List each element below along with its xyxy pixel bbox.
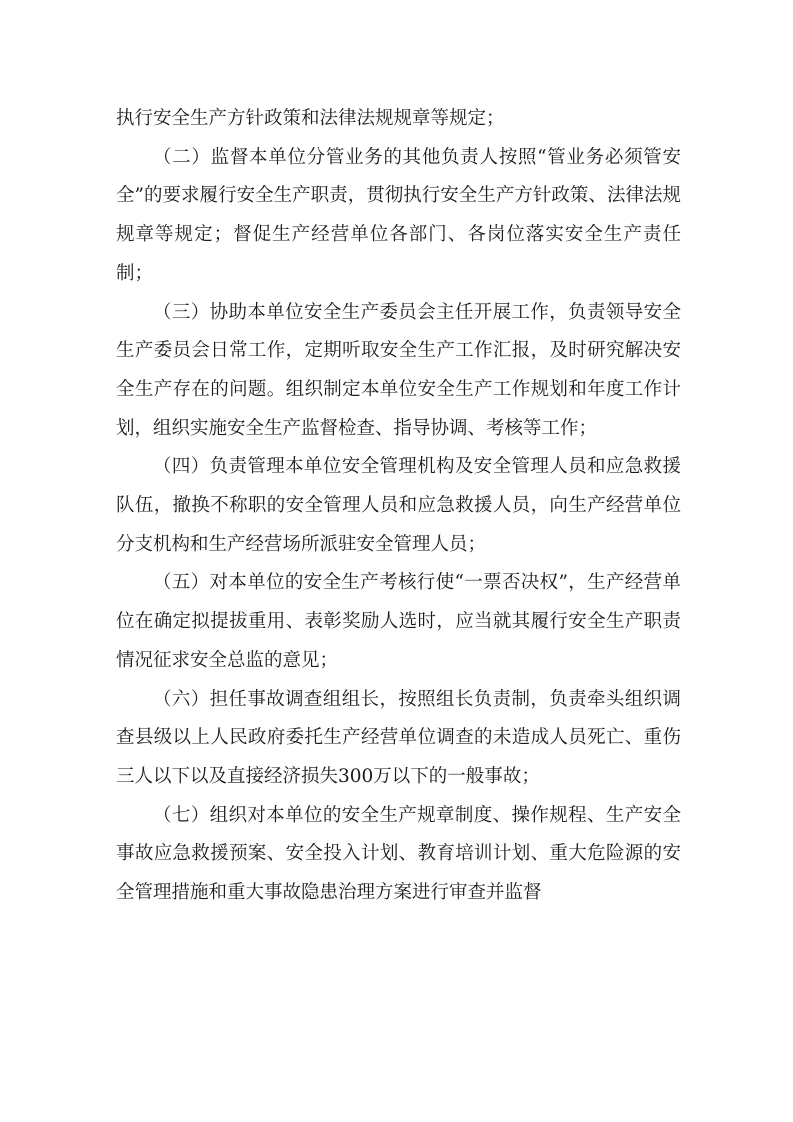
paragraph-continuation: 执行安全生产方针政策和法律法规规章等规定； <box>116 108 505 129</box>
paragraph-item-7: （七）组织对本单位的安全生产规章制度、操作规程、生产安全事故应急救援预案、安全投入计划、教育培训计划、重大危险源的安全管理措施和重大事故隐患治理方案进行审查并监督 <box>116 804 681 904</box>
document-body <box>116 100 681 913</box>
paragraph-item-5: （五）对本单位的安全生产考核行使“一票否决权”，生产经营单位在确定拟提拔重用、表彰奖励人选时，应当就其履行安全生产职责情况征求安全总监的意见； <box>116 572 681 671</box>
paragraph-item-2: （二）监督本单位分管业务的其他负责人按照“管业务必须管安全”的要求履行安全生产职责，贯彻执行安全生产方针政策、法律法规规章等规定；督促生产经营单位各部门、各岗位落实安全生产责任制； <box>116 146 681 284</box>
paragraph-item-4: （四）负责管理本单位安全管理机构及安全管理人员和应急救援队伍，撤换不称职的安全管理人员和应急救援人员，向生产经营单位分支机构和生产经营场所派驻安全管理人员； <box>116 456 681 555</box>
paragraph-item-6: （六）担任事故调查组组长，按照组长负责制，负责牵头组织调查县级以上人民政府委托生产经营单位调查的未造成人员死亡、重伤三人以下以及直接经济损失300万以下的一般事故； <box>116 688 681 787</box>
paragraph-item-3: （三）协助本单位安全生产委员会主任开展工作，负责领导安全生产委员会日常工作，定期听取安全生产工作汇报，及时研究解决安全生产存在的问题。组织制定本单位安全生产工作规划和年度工作计划，组织实施安全生产监督检查、指导协调、考核等工作； <box>116 301 681 439</box>
